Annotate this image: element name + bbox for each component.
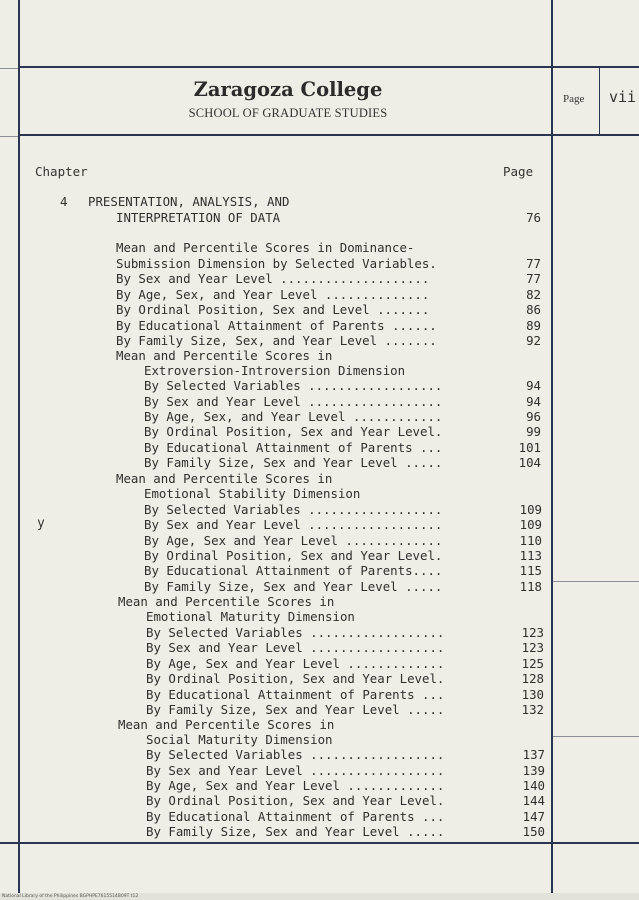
toc-page-number: 104 — [518, 455, 541, 470]
toc-page-number: 137 — [522, 747, 545, 762]
toc-entry-title: Emotional Maturity Dimension — [146, 609, 355, 624]
toc-entry — [0, 717, 639, 733]
toc-entry-title: By Selected Variables .................. — [144, 378, 443, 393]
toc-entry-title: INTERPRETATION OF DATA — [116, 210, 281, 225]
left-edge-tick-top — [0, 68, 18, 69]
toc-page-number: 94 — [526, 394, 541, 409]
scan-footer: National Library of the Philippines BGPHPE7615514B09T t12 — [2, 894, 139, 899]
toc-page-number: 76 — [526, 210, 541, 225]
toc-entry — [0, 548, 639, 564]
toc-entry-title: By Selected Variables .................. — [146, 747, 445, 762]
toc-page-number: 123 — [521, 625, 544, 640]
toc-entry-title: By Ordinal Position, Sex and Year Level. — [146, 793, 445, 808]
toc-entry-title: By Ordinal Position, Sex and Year Level. — [144, 424, 443, 439]
toc-entry-title: PRESENTATION, ANALYSIS, AND — [88, 194, 290, 209]
toc-entry-title: By Age, Sex, and Year Level ............ — [144, 409, 443, 424]
toc-entry — [0, 394, 639, 410]
toc-entry — [0, 409, 639, 425]
chapter-column-header: Chapter — [35, 164, 88, 179]
toc-entry — [0, 471, 639, 487]
header-top-rule — [20, 66, 639, 68]
toc-entry — [0, 287, 639, 303]
toc-entry — [0, 333, 639, 349]
toc-entry-title: Mean and Percentile Scores in Dominance- — [116, 240, 415, 255]
toc-entry-title: By Selected Variables .................. — [144, 502, 443, 517]
page-column-header: Page — [503, 164, 534, 179]
toc-entry — [0, 378, 639, 394]
toc-entry-title: By Educational Attainment of Parents.... — [144, 563, 443, 578]
toc-page-number: 139 — [522, 763, 545, 778]
toc-entry-title: By Age, Sex, and Year Level .............. — [116, 287, 430, 302]
toc-entry — [0, 517, 639, 533]
toc-page-number: 92 — [526, 333, 541, 348]
toc-entry-title: By Family Size, Sex and Year Level ..... — [144, 579, 443, 594]
footer-rule — [0, 842, 639, 844]
toc-entry — [0, 732, 639, 748]
toc-page-number: 110 — [519, 533, 542, 548]
toc-entry — [0, 440, 639, 456]
toc-page-number: 109 — [519, 502, 542, 517]
toc-page-number: 118 — [519, 579, 542, 594]
toc-page-number: 101 — [518, 440, 541, 455]
toc-entry-title: By Ordinal Position, Sex and Level ....... — [116, 302, 430, 317]
toc-entry-title: Mean and Percentile Scores in — [118, 594, 335, 609]
left-edge-tick-bottom — [0, 136, 18, 137]
toc-entry — [0, 778, 639, 794]
toc-entry — [0, 533, 639, 549]
toc-entry — [0, 194, 639, 210]
toc-entry — [0, 486, 639, 502]
toc-page-number: 77 — [526, 271, 541, 286]
toc-entry — [0, 424, 639, 440]
toc-entry — [0, 671, 639, 687]
toc-entry — [0, 363, 639, 379]
toc-page-number: 128 — [521, 671, 544, 686]
toc-page-number: 113 — [519, 548, 542, 563]
toc-page-number: 130 — [521, 687, 544, 702]
toc-entry-title: By Ordinal Position, Sex and Year Level. — [144, 548, 443, 563]
toc-entry — [0, 763, 639, 779]
toc-page-number: 82 — [526, 287, 541, 302]
toc-entry-title: Mean and Percentile Scores in — [118, 717, 335, 732]
tab-divider-rule — [599, 66, 600, 136]
toc-entry-title: By Educational Attainment of Parents ...... — [116, 318, 437, 333]
toc-page-number: 86 — [526, 302, 541, 317]
toc-entry — [0, 824, 639, 840]
toc-page-number: 147 — [522, 809, 545, 824]
toc-entry — [0, 594, 639, 610]
margin-mark: y — [37, 516, 45, 531]
toc-entry-title: Social Maturity Dimension — [146, 732, 333, 747]
toc-entry — [0, 687, 639, 703]
toc-entry — [0, 271, 639, 287]
toc-entry-title: By Ordinal Position, Sex and Year Level. — [146, 671, 445, 686]
toc-entry — [0, 640, 639, 656]
header-bottom-rule — [20, 134, 639, 136]
college-name: Zaragoza College — [193, 78, 383, 101]
toc-entry — [0, 256, 639, 272]
toc-entry-title: By Sex and Year Level .................... — [116, 271, 430, 286]
toc-page-number: 115 — [519, 563, 542, 578]
page-number: vii — [609, 88, 637, 106]
toc-entry-title: By Educational Attainment of Parents ... — [144, 440, 443, 455]
toc-entry — [0, 563, 639, 579]
toc-entry — [0, 302, 639, 318]
toc-entry-title: Emotional Stability Dimension — [144, 486, 361, 501]
toc-entry-title: By Educational Attainment of Parents ... — [146, 809, 445, 824]
toc-entry — [0, 656, 639, 672]
toc-entry — [0, 348, 639, 364]
toc-entry-title: By Selected Variables .................. — [146, 625, 445, 640]
toc-entry-title: By Family Size, Sex and Year Level ..... — [146, 702, 445, 717]
toc-entry-title: By Age, Sex and Year Level ............. — [146, 778, 445, 793]
toc-entry-title: Submission Dimension by Selected Variables. — [116, 256, 437, 271]
toc-entry — [0, 809, 639, 825]
toc-entry — [0, 579, 639, 595]
toc-entry — [0, 609, 639, 625]
toc-entry-title: By Sex and Year Level .................. — [146, 763, 445, 778]
toc-page-number: 132 — [521, 702, 544, 717]
toc-page-number: 125 — [521, 656, 544, 671]
toc-entry-title: By Educational Attainment of Parents ... — [146, 687, 445, 702]
toc-entry-title: By Age, Sex and Year Level ............. — [144, 533, 443, 548]
toc-page-number: 96 — [526, 409, 541, 424]
page-tab-label: Page — [563, 93, 585, 105]
toc-chapter-number: 4 — [60, 194, 68, 209]
toc-page-number: 77 — [526, 256, 541, 271]
toc-entry-title: Extroversion-Introversion Dimension — [144, 363, 406, 378]
toc-entry — [0, 702, 639, 718]
toc-entry-title: By Sex and Year Level .................. — [144, 394, 443, 409]
toc-entry — [0, 747, 639, 763]
toc-entry — [0, 625, 639, 641]
toc-page-number: 99 — [526, 424, 541, 439]
toc-entry — [0, 318, 639, 334]
toc-entry-title: Mean and Percentile Scores in — [116, 348, 333, 363]
toc-entry-title: By Age, Sex and Year Level ............. — [146, 656, 445, 671]
toc-entry — [0, 210, 639, 226]
toc-page-number: 89 — [526, 318, 541, 333]
toc-page-number: 144 — [522, 793, 545, 808]
toc-page-number: 140 — [522, 778, 545, 793]
toc-page-number: 109 — [519, 517, 542, 532]
toc-entry-title: Mean and Percentile Scores in — [116, 471, 333, 486]
school-name: SCHOOL OF GRADUATE STUDIES — [188, 106, 388, 120]
toc-entry — [0, 240, 639, 256]
toc-entry — [0, 455, 639, 471]
toc-page-number: 94 — [526, 378, 541, 393]
toc-entry — [0, 793, 639, 809]
toc-entry-title: By Family Size, Sex and Year Level ..... — [146, 824, 445, 839]
toc-entry-title: By Family Size, Sex and Year Level ..... — [144, 455, 443, 470]
toc-entry-title: By Sex and Year Level .................. — [144, 517, 443, 532]
toc-page-number: 150 — [522, 824, 545, 839]
toc-entry-title: By Sex and Year Level .................. — [146, 640, 445, 655]
toc-entry-title: By Family Size, Sex, and Year Level ....... — [116, 333, 437, 348]
toc-entry — [0, 502, 639, 518]
toc-page-number: 123 — [521, 640, 544, 655]
